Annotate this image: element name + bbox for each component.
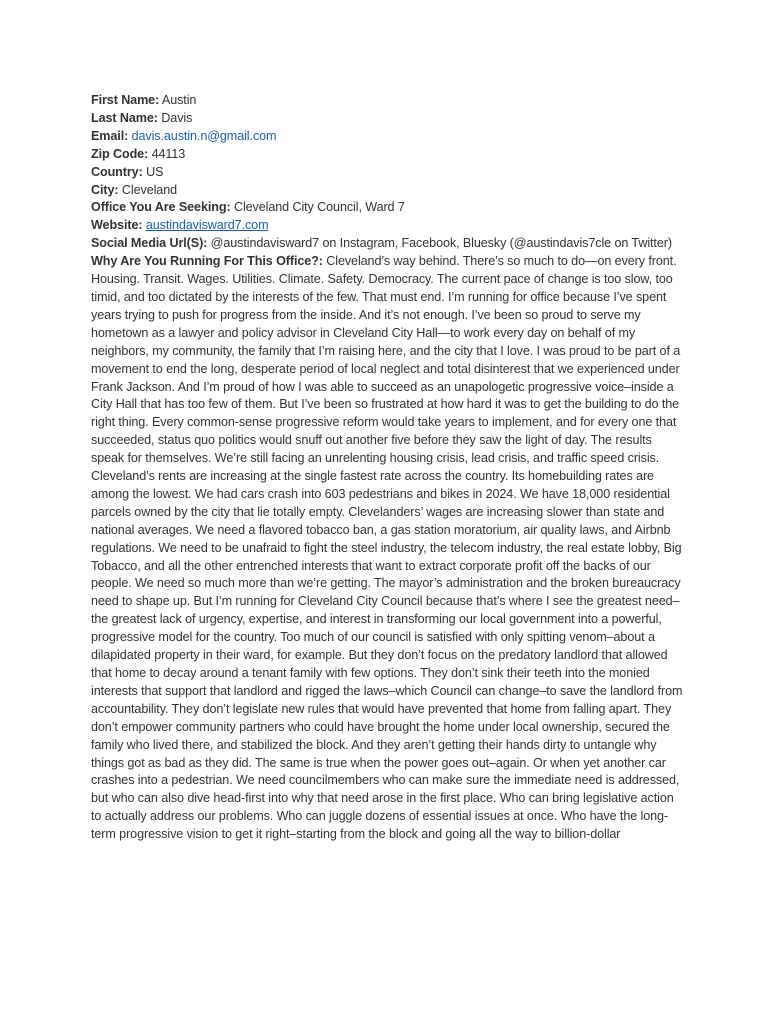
- website-label: Website:: [91, 218, 143, 233]
- social-value: @austindavisward7 on Instagram, Facebook, Bluesky (@austindavis7cle on Twitter): [210, 236, 672, 251]
- social-label: Social Media Url(S):: [91, 236, 208, 251]
- office-row: [91, 199, 683, 217]
- city-label: City:: [91, 182, 119, 197]
- last-name-row: [91, 110, 683, 128]
- website-row: [91, 217, 683, 235]
- country-row: [91, 164, 683, 182]
- first-name-label: First Name:: [91, 93, 160, 107]
- email-link[interactable]: davis.austin.n@gmail.com: [131, 128, 277, 143]
- candidate-form-document: [91, 92, 683, 844]
- last-name-value: Davis: [161, 110, 193, 125]
- last-name-label: Last Name:: [91, 110, 158, 125]
- country-label: Country:: [91, 164, 143, 179]
- why-running-label: Why Are You Running For This Office?:: [91, 254, 323, 269]
- zip-row: [91, 146, 683, 164]
- why-running-row: [91, 253, 683, 844]
- city-value: Cleveland: [121, 182, 178, 197]
- email-row: [91, 128, 683, 146]
- office-label: Office You Are Seeking:: [91, 200, 231, 215]
- city-row: [91, 182, 683, 200]
- email-label: Email:: [91, 128, 129, 143]
- first-name-row: [91, 92, 683, 110]
- first-name-value: Austin: [161, 93, 197, 107]
- why-running-text: Cleveland’s way behind. There’s so much to do—on every front. Housing. Transit. Wages. Utilities. Climate. Safety. Democracy. The current pace of change is too slow, too timid, and too dictated by the interests of the few. That must end. I’m running for office because I’ve spent years trying to push for progress from the inside. And it’s not enough. I’ve been so proud to serve my hometown as a lawyer and policy advisor in Cleveland City Hall—to work every day on behalf of my neighbors, my community, the family that I’m raising here, and the city that I love. I was proud to be part of a movement to end the long, desperate period of local neglect and total disinterest that we experienced under Frank Jackson. And I’m proud of how I was able to succeed as an unapologetic progressive voice–inside a City Hall that has too few of them. But I’ve been so frustrated at how hard it was to get the building to do the right thing. Every common-sense progressive reform would take years to implement, and for every one that succeeded, status quo politics would snuff out another five before they saw the light of day. The results speak for themselves. We’re still facing an unrelenting housing crisis, lead crisis, and traffic speed crisis. Cleveland’s rents are increasing at the single fastest rate across the country. Its homebuilding rates are among the lowest. We had cars crash into 603 pedestrians and bikes in 2024. We have 18,000 residential parcels owned by the city that lie totally empty. Clevelanders’ wages are increasing slower than state and national averages. We need a flavored tobacco ban, a gas station moratorium, air quality laws, and Airbnb regulations. We need to be unafraid to fight the steel industry, the telecom industry, the real estate lobby, Big Tobacco, and all the other entrenched interests that want to extract corporate profit off the backs of our people. We need so much more than we’re getting. The mayor’s administration and the broken bureaucracy need to shape up. But I’m running for Cleveland City Council because that’s where I see the greatest need–the greatest lack of urgency, expertise, and interest in transforming our local government into a powerful, progressive model for the country. Too much of our council is satisfied with only spitting venom–about a dilapidated property in their ward, for example. But they don’t focus on the predatory landlord that allowed that home to decay around a tenant family with few options. They don’t sink their teeth into the monied interests that support that landlord and rigged the laws–which Council can change–to save the landlord from accountability. They don’t legislate new rules that would have prevented that home from falling apart. They don’t empower community partners who could have brought the home under local ownership, secured the family who lived there, and stabilized the block. And they aren’t getting their hands dirty to untangle why things got as bad as they did. The same is true when the power goes out–again. Or when yet another car crashes into a pedestrian. We need councilmembers who can make sure the immediate need is addressed, but who can also dive head-first into why that need arose in the first place. Who can bring legislative action to actually address our problems. Who can juggle dozens of essential issues at once. Who have the long-term progressive vision to get it right–starting from the block and going all the way to billion-dollar: [91, 254, 683, 842]
- zip-label: Zip Code:: [91, 146, 149, 161]
- social-row: [91, 235, 683, 253]
- zip-value: 44113: [151, 146, 186, 161]
- website-link[interactable]: austindavisward7.com: [145, 218, 269, 233]
- office-value: Cleveland City Council, Ward 7: [233, 200, 405, 215]
- country-value: US: [146, 164, 164, 179]
